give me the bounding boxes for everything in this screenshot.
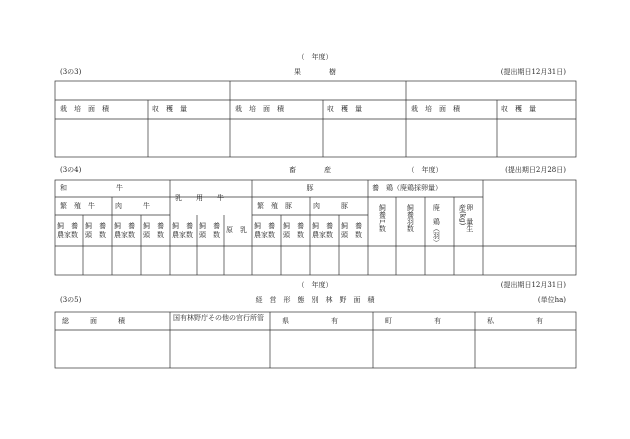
fruit-yield-input-2[interactable] — [324, 120, 405, 156]
livestock-data-row[interactable] — [56, 247, 575, 274]
dairy-cattle-header: 乳 用 牛 — [175, 194, 224, 202]
fruit-header-area-3: 栽 培 面 積 — [411, 105, 460, 113]
breeding-pig-header: 繁 殖 豚 — [257, 202, 292, 210]
breeding-pig-farms-label: 飼 養農家数 — [254, 222, 275, 240]
dairy-heads-label: 飼 養頭 数 — [199, 222, 220, 240]
chicken-birds-label: 飼養羽数 — [406, 204, 415, 232]
chicken-header: 養 鶏（廃鶏採卵量） — [372, 184, 442, 192]
breeding-cattle-header: 繁 殖 牛 — [60, 202, 95, 210]
livestock-title: 畜 産 — [289, 166, 331, 174]
egg-production-label: 卵 量生 産(kg) — [458, 204, 474, 239]
chicken-households-label: 飼養戸数 — [378, 204, 387, 232]
forest-data-row[interactable] — [56, 331, 575, 367]
forest-title: 経 営 形 態 別 林 野 面 積 — [255, 296, 375, 304]
forest-year-label: （ 年度） — [297, 281, 333, 289]
town-owned-header: 町 有 — [385, 317, 441, 325]
raw-milk-label: 原 乳 — [226, 226, 247, 234]
wagyu-breeding-heads-label: 飼 養頭 数 — [85, 222, 106, 240]
meat-pig-farms-label: 飼 養農家数 — [312, 222, 333, 240]
prefectural-header: 県 有 — [282, 317, 338, 325]
wagyu-beef-heads-label: 飼 養頭 数 — [143, 222, 164, 240]
livestock-section-number: (3の4) — [60, 166, 82, 174]
fruit-deadline: (提出期日12月31日) — [500, 68, 566, 76]
breeding-pig-heads-label: 飼 養頭 数 — [283, 222, 304, 240]
fruit-section-number: (3の3) — [60, 68, 82, 76]
fruit-yield-input-1[interactable] — [149, 120, 229, 156]
private-header: 私 有 — [487, 317, 543, 325]
fruit-header-area-1: 栽 培 面 積 — [60, 105, 109, 113]
forest-deadline: (提出期日12月31日) — [500, 281, 566, 289]
wagyu-breeding-farms-label: 飼 養農家数 — [57, 222, 78, 240]
fruit-header-yield-2: 収 穫 量 — [327, 105, 362, 113]
livestock-year-label: （ 年度） — [407, 166, 443, 174]
fruit-title: 果 樹 — [294, 68, 336, 76]
forest-section-number: (3の5) — [60, 296, 82, 304]
fruit-area-input-1[interactable] — [56, 120, 147, 156]
pig-header: 豚 — [306, 184, 314, 192]
wagyu-beef-farms-label: 飼 養農家数 — [114, 222, 135, 240]
livestock-deadline: (提出期日2月28日) — [505, 166, 566, 174]
fruit-header-area-2: 栽 培 面 積 — [235, 105, 284, 113]
fruit-header-yield-3: 収 穫 量 — [501, 105, 536, 113]
national-forest-header: 国有林野庁その他の官行所管 — [173, 314, 264, 322]
beef-cattle-header: 肉 牛 — [115, 202, 150, 210]
fruit-area-input-3[interactable] — [407, 120, 496, 156]
total-area-header: 総 面 積 — [62, 317, 125, 325]
dairy-farms-label: 飼 養農家数 — [172, 222, 193, 240]
fruit-header-yield-1: 収 穫 量 — [152, 105, 187, 113]
spent-hens-label: 廃 鶏（羽） — [432, 204, 441, 246]
fruit-year-label: （ 年度） — [297, 53, 333, 61]
meat-pig-header: 肉 豚 — [313, 202, 348, 210]
meat-pig-heads-label: 飼 養頭 数 — [341, 222, 362, 240]
fruit-yield-input-3[interactable] — [498, 120, 575, 156]
wagyu-header: 和 牛 — [60, 184, 123, 192]
forest-unit: (単位ha) — [537, 296, 566, 304]
fruit-area-input-2[interactable] — [231, 120, 322, 156]
